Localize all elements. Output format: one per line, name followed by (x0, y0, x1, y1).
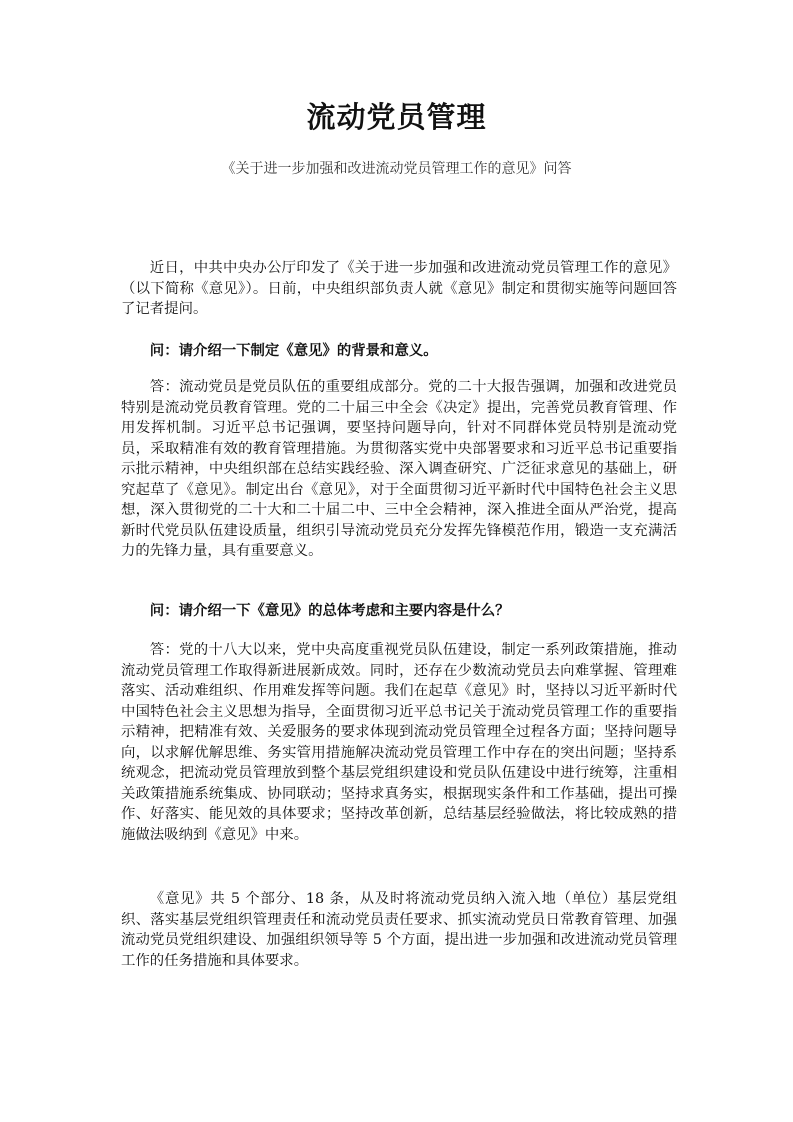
document-title: 流动党员管理 (306, 100, 487, 134)
answer-2-paragraph: 答：党的十八大以来，党中央高度重视党员队伍建设，制定一系列政策措施，推动流动党员管理工作取得新进展新成效。同时，还存在少数流动党员去向难掌握、管理难落实、活动难组织、作用难发挥等问题。我们在起草《意见》时，坚持以习近平新时代中国特色社会主义思想为指导，全面贯彻习近平总书记关于流动党员管理工作的重要指示精神，把精准有效、关爱服务的要求体现到流动党员管理全过程各方面；坚持问题导向，以求解优解思维、务实管用措施解决流动党员管理工作中存在的突出问题；坚持系统观念，把流动党员管理放到整个基层党组织建设和党员队伍建设中进行统筹，注重相关政策措施系统集成、协同联动；坚持求真务实，根据现实条件和工作基础，提出可操作、好落实、能见效的具体要求；坚持改革创新，总结基层经验做法，将比较成熟的措施做法吸纳到《意见》中来。 (121, 642, 677, 843)
question-1-heading: 问：请介绍一下制定《意见》的背景和意义。 (149, 343, 438, 359)
answer-1-paragraph: 答：流动党员是党员队伍的重要组成部分。党的二十大报告强调，加强和改进党员特别是流动党员教育管理。党的二十届三中全会《决定》提出，完善党员教育管理、作用发挥机制。习近平总书记强调，要坚持问题导向，针对不同群体党员特别是流动党员，采取精准有效的教育管理措施。为贯彻落实党中央部署要求和习近平总书记重要指示批示精神，中央组织部在总结实践经验、深入调查研究、广泛征求意见的基础上，研究起草了《意见》。制定出台《意见》，对于全面贯彻习近平新时代中国特色社会主义思想，深入贯彻党的二十大和二十届二中、三中全会精神，深入推进全面从严治党，提高新时代党员队伍建设质量，组织引导流动党员充分发挥先锋模范作用，锻造一支充满活力的先锋力量，具有重要意义。 (121, 379, 677, 559)
intro-paragraph: 近日，中共中央办公厅印发了《关于进一步加强和改进流动党员管理工作的意见》（以下简称《意见》）。日前，中央组织部负责人就《意见》制定和贯彻实施等问题回答了记者提问。 (121, 260, 677, 317)
summary-paragraph: 《意见》共 5 个部分、18 条，从及时将流动党员纳入流入地（单位）基层党组织、落实基层党组织管理责任和流动党员责任要求、抓实流动党员日常教育管理、加强流动党员党组织建设、加强组织领导等 5 个方面，提出进一步加强和改进流动党员管理工作的任务措施和具体要求。 (121, 891, 677, 969)
question-2-heading: 问：请介绍一下《意见》的总体考虑和主要内容是什么？ (149, 603, 510, 619)
document-subtitle: 《关于进一步加强和改进流动党员管理工作的意见》问答 (221, 161, 572, 177)
